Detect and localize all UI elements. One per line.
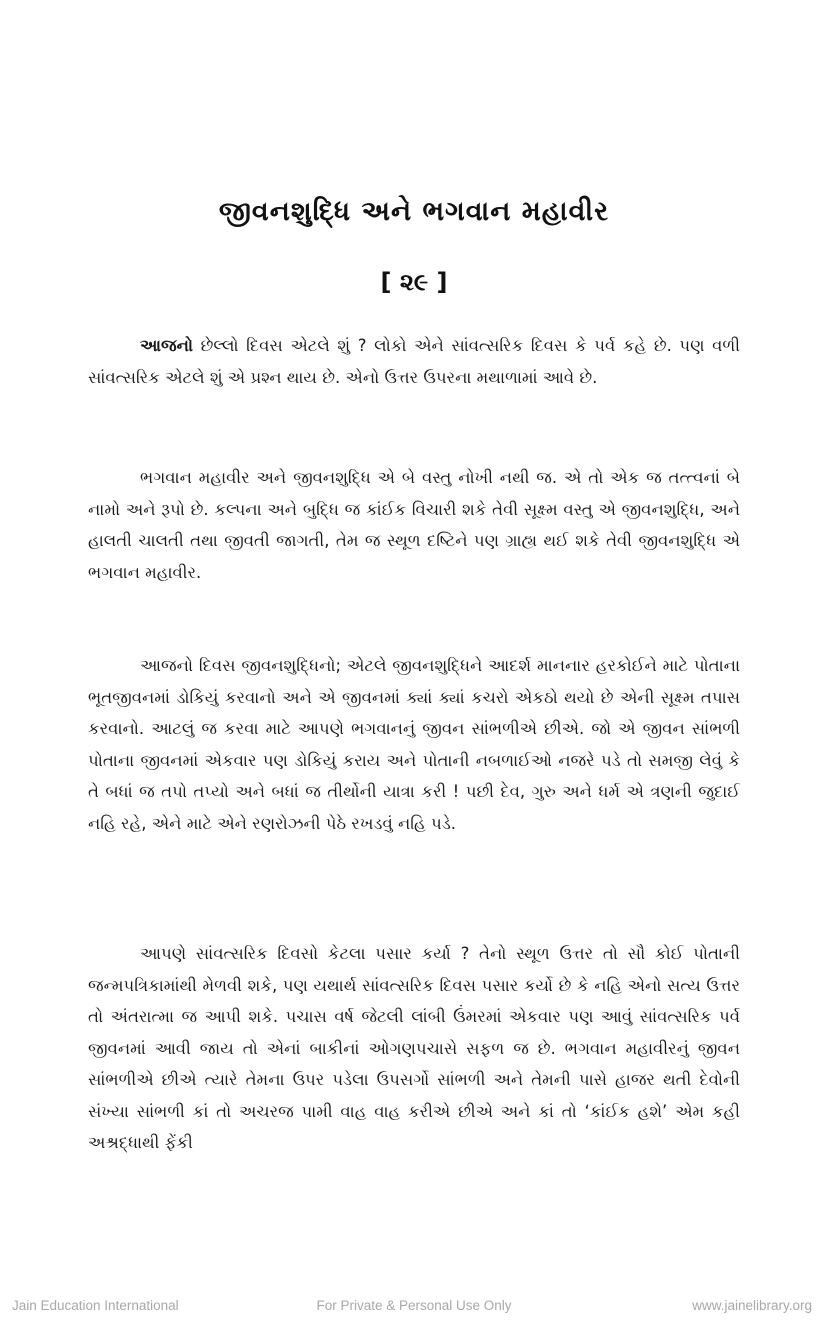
paragraph-lead-word: આજનો	[140, 336, 194, 355]
paragraph-1	[88, 330, 740, 393]
chapter-number: [ ૨૯ ]	[380, 268, 448, 296]
paragraph-text: ભગવાન મહાવીર અને જીવનશુદ્ધિ એ બે વસ્તુ નોખી નથી જ. એ તો એક જ તત્ત્વનાં બે નામો અને રૂપો છે. કલ્પના અને બુદ્ધિ જ કાંઈક વિચારી શકે તેવી સૂક્ષ્મ વસ્તુ એ જીવનશુદ્ધિ, અને હાલતી ચાલતી તથા જીવતી જાગતી, તેમ જ સ્થૂળ દષ્ટિને પણ ગ્રાહ્ય થઈ શકે તેવી જીવનશુદ્ધિ એ ભગવાન મહાવીર.	[88, 468, 740, 582]
footer-website-link[interactable]: www.jainelibrary.org	[692, 1298, 812, 1313]
paragraph-text: આજનો દિવસ જીવનશુદ્ધિનો; એટલે જીવનશુદ્ધિને આદર્શ માનનાર હરકોઈને માટે પોતાના ભૂતજીવનમાં ડોકિયું કરવાનો અને એ જીવનમાં ક્યાં ક્યાં કચરો એકઠો થયો છે એની સૂક્ષ્મ તપાસ કરવાનો. આટલું જ કરવા માટે આપણે ભગવાનનું જીવન સાંભળીએ છીએ. જો એ જીવન સાંભળી પોતાના જીવનમાં એકવાર પણ ડોકિયું કરાય અને પોતાની નબળાઈઓ નજરે પડે તો સમજી લેવું કે તે બધાં જ તપો તપ્યો અને બધાં જ તીર્થોની યાત્રા કરી ! પછી દેવ, ગુરુ અને ધર્મ એ ત્રણની જુદાઈ નહિ રહે, એને માટે એને રણરોઝની પેઠે રખડવું નહિ પડે.	[88, 656, 740, 833]
footer-publisher: Jain Education International	[12, 1298, 179, 1313]
paragraph-4	[88, 938, 740, 1159]
paragraph-2	[88, 462, 740, 588]
page-title: જીવનશુદ્ધિ અને ભગવાન મહાવીર	[218, 196, 610, 227]
footer-usage-notice: For Private & Personal Use Only	[316, 1298, 512, 1313]
paragraph-3	[88, 650, 740, 839]
page-footer	[0, 1298, 828, 1318]
paragraph-text: આપણે સાંવત્સરિક દિવસો કેટલા પસાર કર્યા ? તેનો સ્થૂળ ઉત્તર તો સૌ કોઈ પોતાની જન્મપત્રિકામાંથી મેળવી શકે, પણ યથાર્થ સાંવત્સરિક દિવસ પસાર કર્યો છે કે નહિ એનો સત્ય ઉત્તર તો અંતરાત્મા જ આપી શકે. પચાસ વર્ષ જેટલી લાંબી ઉંમરમાં એકવાર પણ આવું સાંવત્સરિક પર્વ જીવનમાં આવી જાય તો એનાં બાકીનાં ઓગણપચાસે સફળ જ છે. ભગવાન મહાવીરનું જીવન સાંભળીએ છીએ ત્યારે તેમના ઉપર પડેલા ઉપસર્ગો સાંભળી અને તેમની પાસે હાજર થતી દેવોની સંખ્યા સાંભળી કાં તો અચરજ પામી વાહ વાહ કરીએ છીએ અને કાં તો ‘કાંઈક હશે’ એમ કહી અશ્રદ્ધાથી ફેંકી	[88, 944, 740, 1152]
paragraph-text: છેલ્લો દિવસ એટલે શું ? લોકો એને સાંવત્સરિક દિવસ કે પર્વ કહે છે. પણ વળી સાંવત્સરિક એટલે શું એ પ્રશ્ન થાય છે. એનો ઉત્તર ઉપરના મથાળામાં આવે છે.	[88, 336, 740, 387]
